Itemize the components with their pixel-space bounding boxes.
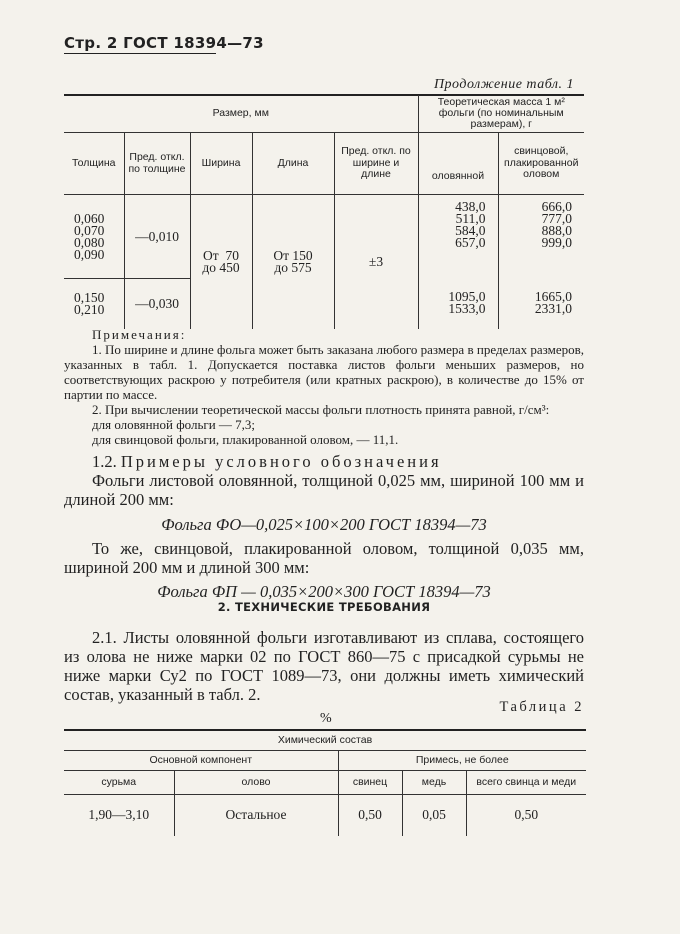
col-tin-header: оловянной	[418, 133, 498, 195]
thickness-value: 0,210	[74, 301, 105, 317]
paragraph-2-1: 2.1. Листы оловянной фольги изготавливают из сплава, состоящего из олова не ниже марки 02 по ГОСТ 860—75 с присадкой сурьмы не ниже марки Су2 по ГОСТ 1089—73, они должны иметь химический состав, указанный в табл. 2.	[64, 628, 584, 704]
thickness-value: 0,060	[74, 210, 105, 226]
col-length-header: Длина	[252, 133, 334, 195]
antimony-value: 1,90—3,10	[88, 807, 150, 823]
note-2-tin: для оловянной фольги — 7,3;	[92, 417, 256, 432]
length-range	[252, 195, 334, 329]
lead-mass-value: 999,0	[541, 234, 572, 250]
tin-mass-group-a	[418, 195, 498, 279]
col-total-header: всего свинца и меди	[466, 770, 586, 794]
col-dev-wl-header: Пред. откл. по ширине и длине	[334, 133, 418, 195]
col-width-header: Ширина	[190, 133, 252, 195]
page-header: Стр. 2 ГОСТ 18394—73	[64, 34, 264, 52]
table-1	[64, 95, 584, 329]
thickness-value: 0,150	[74, 289, 105, 305]
dev-width-length: ±3	[334, 195, 418, 329]
thickness-group-b	[64, 279, 124, 329]
tin-value: Остальное	[174, 794, 338, 836]
example-1-formula: Фольга ФО—0,025×100×200 ГОСТ 18394—73	[161, 515, 487, 534]
note-1: 1. По ширине и длине фольга может быть заказана любого размера в пределах размеров, указанных в табл. 1. Допускается поставка листов фольги меньших размеров, но соответствующих раскрою у потребителя (или кратных раскрою), в количестве до 15% от партии по массе.	[64, 342, 584, 402]
length-to: до 575	[274, 259, 312, 275]
thickness-value: 0,070	[74, 222, 105, 238]
lead-value: 0,50	[338, 794, 402, 836]
group-size-header: Размер, мм	[64, 95, 418, 133]
length-from: От 150	[273, 247, 313, 263]
group-main-header: Основной компонент	[64, 750, 338, 770]
thickness-value: 0,090	[74, 246, 105, 262]
tin-mass-value: 657,0	[455, 234, 486, 250]
unit-label: %	[320, 711, 332, 726]
lead-mass-group-b	[498, 279, 584, 329]
tin-mass-value: 584,0	[455, 222, 486, 238]
table-2-caption: Таблица 2	[499, 699, 584, 715]
thickness-value: 0,080	[74, 234, 105, 250]
col-antimony-header: сурьма	[64, 770, 174, 794]
section-1-2	[64, 452, 584, 606]
example-1-text: Фольги листовой оловянной, толщиной 0,025 мм, шириной 100 мм и длиной 200 мм:	[64, 471, 584, 509]
table-continuation-label: Продолжение табл. 1	[433, 77, 574, 92]
total-value: 0,50	[466, 794, 586, 836]
lead-mass-value: 888,0	[541, 222, 572, 238]
lead-mass-value: 777,0	[541, 210, 572, 226]
header-rule	[64, 53, 216, 54]
col-tin-header: олово	[174, 770, 338, 794]
example-2-formula: Фольга ФП — 0,035×200×300 ГОСТ 18394—73	[157, 582, 491, 601]
section-title: Примеры условного обозначения	[120, 452, 442, 471]
tin-mass-value: 1095,0	[448, 288, 486, 304]
lead-mass-group-a	[498, 195, 584, 279]
width-to: до 450	[202, 259, 240, 275]
lead-mass-value: 2331,0	[534, 300, 572, 316]
tin-mass-value: 511,0	[455, 210, 486, 226]
col-lead-header: свинцовой, плакированной оловом	[498, 133, 584, 195]
tin-mass-group-b	[418, 279, 498, 329]
note-2-lead: для свинцовой фольги, плакированной оловом, — 11,1.	[92, 432, 399, 447]
table-2	[64, 730, 586, 836]
tin-mass-value: 438,0	[455, 198, 486, 214]
dev-thickness-b: —0,030	[124, 279, 190, 329]
tin-mass-value: 1533,0	[448, 300, 486, 316]
thickness-group-a	[64, 195, 124, 279]
notes-heading: Примечания:	[92, 327, 187, 342]
dev-thickness-a: —0,010	[124, 195, 190, 279]
col-thickness-header: Толщина	[64, 133, 124, 195]
col-copper-header: медь	[402, 770, 466, 794]
col-lead-header: свинец	[338, 770, 402, 794]
copper-value: 0,05	[402, 794, 466, 836]
section-number: 1.2.	[92, 452, 117, 471]
col-dev-thickness-header: Пред. откл. по толщине	[124, 133, 190, 195]
lead-mass-value: 1665,0	[534, 288, 572, 304]
lead-mass-value: 666,0	[541, 198, 572, 214]
width-range	[190, 195, 252, 329]
width-from: От 70	[203, 247, 239, 263]
table-notes	[64, 327, 584, 447]
section-2-title: 2. ТЕХНИЧЕСКИЕ ТРЕБОВАНИЯ	[217, 600, 431, 614]
table2-title: Химический состав	[64, 730, 586, 750]
example-2-text: То же, свинцовой, плакированной оловом, толщиной 0,035 мм, шириной 200 мм и длиной 300 мм:	[64, 539, 584, 577]
note-2: 2. При вычислении теоретической массы фольги плотность принята равной, г/см³:	[92, 402, 550, 417]
section-1-2-title	[64, 452, 584, 471]
group-impurity-header: Примесь, не более	[338, 750, 586, 770]
group-mass-header: Теоретическая масса 1 м² фольги (по номинальным размерам), г	[418, 95, 584, 133]
